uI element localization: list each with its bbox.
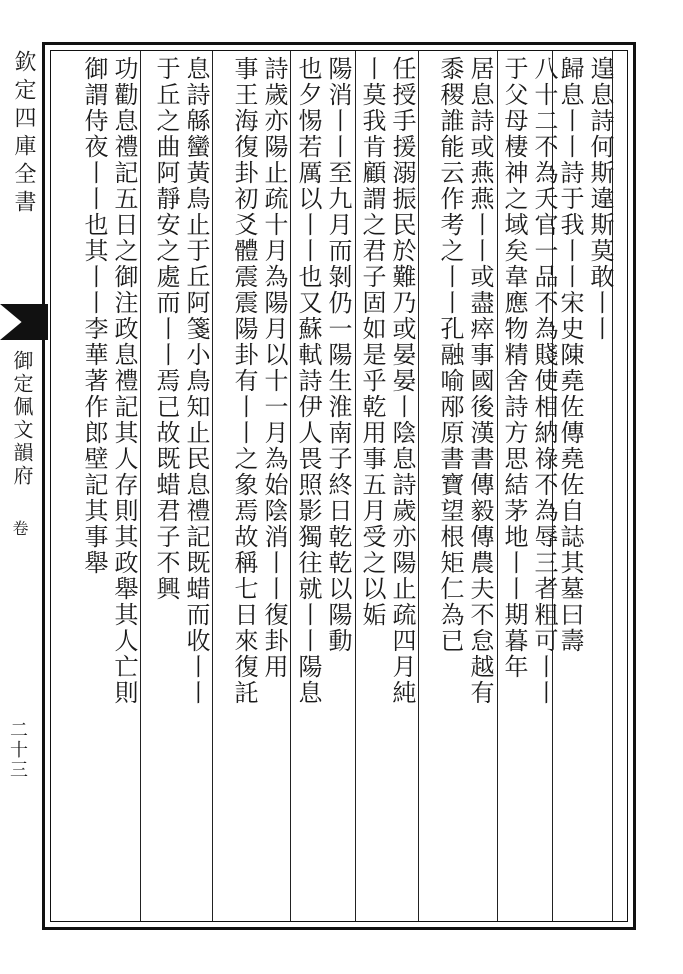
text-column: 居息詩或燕燕丨丨或盡瘁事國後漢書傳毅傳農夫不怠越有: [466, 56, 494, 706]
text-column-pair: [144, 56, 210, 706]
column-rule: [355, 51, 356, 921]
text-column-pair: [500, 56, 558, 706]
text-column: 遑息詩何斯違斯莫敢丨丨: [586, 56, 614, 342]
text-column-pair: [216, 56, 288, 706]
text-column: 黍稷誰能云作考之丨丨孔融喻邴原書寶望根矩仁為已: [436, 56, 464, 654]
text-column: 于父母棲神之域矣韋應物精舍詩方思結茅地丨丨期暮年: [500, 56, 528, 680]
text-column: 功勸息禮記五日之御注政息禮記其人存則其政舉其人亡則: [110, 56, 138, 706]
text-column: 陽消丨丨至九月而剝仍一陽生淮南子終日乾乾以陽動: [324, 56, 352, 654]
text-column: 丨莫我肯顧謂之君子固如是乎乾用事五月受之以姤: [358, 56, 386, 628]
book-title: 欽定四庫全書: [11, 50, 36, 218]
text-column: 歸息丨丨詩于我丨丨宋史陳堯佐傳堯佐自誌其墓曰壽: [556, 56, 584, 654]
column-rule: [497, 51, 498, 921]
section-mark: 卷: [10, 520, 29, 542]
page-number: 二十三: [7, 720, 28, 780]
text-column: 任授手援溺振民於難乃或晏晏丨陰息詩歲亦陽止疏四月純: [388, 56, 416, 706]
text-column-pair: [358, 56, 416, 706]
text-column: 詩歲亦陽止疏十月為陽月以十一月為始陰消丨丨復卦用: [260, 56, 288, 680]
text-column: 事王海復卦初爻體震震陽卦有丨丨之象焉故稱七日來復託: [230, 56, 258, 706]
text-column: 于丘之曲阿靜安之處而丨丨焉已故既蜡君子不興: [152, 56, 180, 602]
volume-title: 御定佩文韻府: [10, 350, 34, 488]
text-column: 御謂侍夜丨丨也其丨丨李華著作郎壁記其事舉: [80, 56, 108, 576]
fishtail-mark: [0, 304, 48, 340]
column-rule: [140, 51, 141, 921]
column-rule: [212, 51, 213, 921]
text-column-pair: [556, 56, 614, 654]
column-rule: [290, 51, 291, 921]
text-column-pair: [56, 56, 138, 706]
text-column: 也夕惕若厲以丨丨也又蘇軾詩伊人畏照影獨往就丨丨陽息: [294, 56, 322, 706]
text-column: 八十二不為夭官一品不為賤使相納祿不為辱三者粗可丨丨: [530, 56, 558, 706]
text-column-pair: [294, 56, 352, 706]
column-rule: [418, 51, 419, 921]
text-column: 息詩緜蠻黃鳥止于丘阿箋小鳥知止民息禮記既蜡而收丨丨: [182, 56, 210, 706]
text-column-pair: [420, 56, 494, 706]
